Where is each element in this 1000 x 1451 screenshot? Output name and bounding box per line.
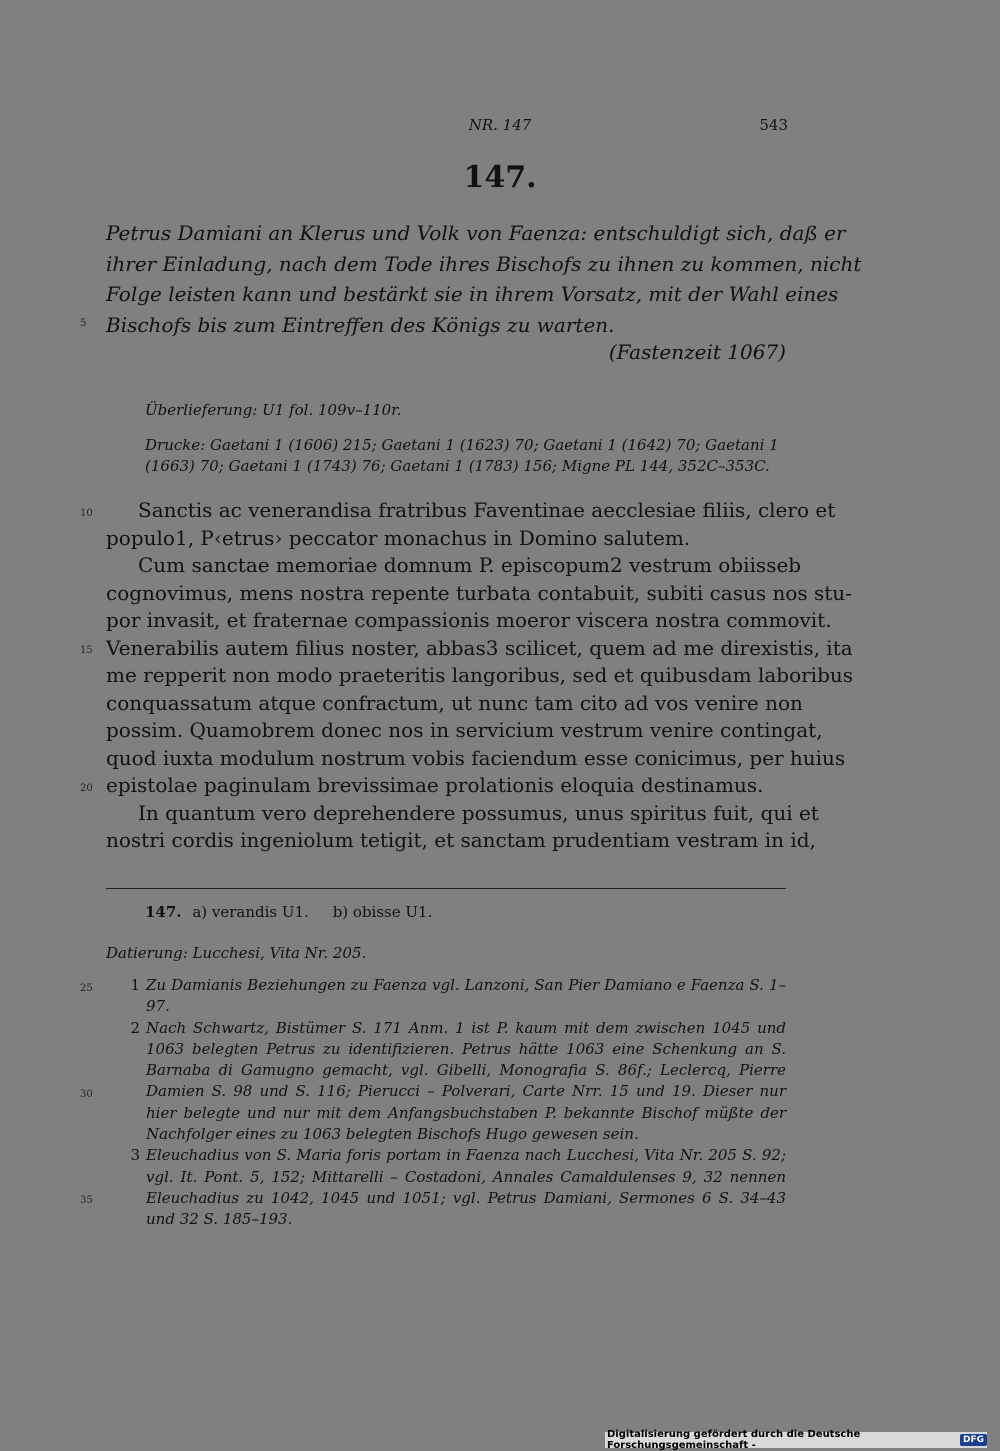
- footnote-text: Nach Schwartz, Bistümer S. 171 Anm. 1 ist P. kaum mit dem zwischen 1045 und 1063 belegten Petrus zu identifizieren. Petrus hätte 1063 eine Schenkung an S. Barnaba di Gamugno gemacht, vgl. Gibelli, Monografia S. 86f.; Leclercq, Pierre Damien S. 98 und S. 116; Pierucci – Polverari, Carte Nrr. 15 und 19. Dieser nur hier belegte und nur mit dem Anfangsbuchstaben P. bekannte Bischof müßte der Nachfolger eines zu 1063 belegten Bischofs Hugo gewesen sein.: [146, 1018, 786, 1144]
- line-number: 10: [80, 508, 93, 519]
- funding-footer: [605, 1429, 987, 1451]
- dfg-logo-icon: DFG: [960, 1434, 987, 1446]
- footnote-text: Zu Damianis Beziehungen zu Faenza vgl. Lanzoni, San Pier Damiano e Faenza S. 1–97.: [146, 976, 786, 1016]
- footnote: [106, 975, 786, 1018]
- dating: Datierung: Lucchesi, Vita Nr. 205.: [106, 944, 367, 962]
- running-header: NR. 147: [468, 116, 532, 134]
- body-line: Cum sanctae memoriae domnum P. episcopum2 vestrum obiisseb: [138, 553, 802, 577]
- footnote-number: 3: [130, 1146, 140, 1165]
- apparatus-b: b) obisse U1.: [332, 903, 433, 921]
- body-line: Venerabilis autem filius noster, abbas3 scilicet, quem ad me direxistis, ita: [106, 635, 853, 660]
- body-line: cognovimus, mens nostra repente turbata contabuit, subiti casus nos stu-: [106, 580, 852, 605]
- summary-line: Bischofs bis zum Eintreffen des Königs zu warten.: [106, 312, 615, 337]
- line-number: 20: [80, 783, 93, 794]
- body-line: quod iuxta modulum nostrum vobis faciendum esse conicimus, per huius: [106, 745, 846, 770]
- footer-text: Digitalisierung gefördert durch die Deutsche Forschungsgemeinschaft -: [607, 1429, 861, 1451]
- footnote-number: 2: [130, 1018, 140, 1037]
- apparatus-a: a) verandis U1.: [192, 903, 309, 921]
- letter-text: [106, 497, 854, 855]
- footnote-text: Eleuchadius von S. Maria foris portam in Faenza nach Lucchesi, Vita Nr. 205 S. 92; vgl. It. Pont. 5, 152; Mittarelli – Costadoni, Annales Camaldulenses 9, 32 nennen Eleuchadius zu 1042, 1045 und 1051; vgl. Petrus Damiani, Sermones 6 S. 34–43 und 32 S. 185–193.: [146, 1146, 786, 1229]
- date-note: (Fastenzeit 1067): [608, 340, 786, 364]
- document-number: 147.: [463, 160, 537, 195]
- summary-line: Petrus Damiani an Klerus und Volk von Faenza: entschuldigt sich, daß er: [106, 221, 846, 245]
- footnote: [106, 1018, 786, 1146]
- transmission-section: [145, 400, 785, 491]
- body-line: Sanctis ac venerandisa fratribus Faventinae aecclesiae filiis, clero et: [138, 498, 836, 522]
- prints: Drucke: Gaetani 1 (1606) 215; Gaetani 1 (1623) 70; Gaetani 1 (1642) 70; Gaetani 1 (1663) 70; Gaetani 1 (1743) 76; Gaetani 1 (1783) 156; Migne PL 144, 352C–353C.: [145, 436, 779, 475]
- summary-line: Folge leisten kann und bestärkt sie in ihrem Vorsatz, mit der Wahl eines: [106, 282, 839, 306]
- footnote: [106, 1145, 786, 1230]
- footnote-rule: [106, 888, 786, 889]
- page-number: 543: [759, 116, 788, 134]
- critical-apparatus: [145, 903, 432, 921]
- body-line: me repperit non modo praeteritis langoribus, sed et quibusdam laboribus: [106, 663, 854, 687]
- body-line: por invasit, et fraternae compassionis moeror viscera nostra commovit.: [106, 608, 832, 632]
- transmission: Überlieferung: U1 fol. 109v–110r.: [145, 401, 402, 419]
- line-number: 15: [80, 645, 93, 656]
- line-number: 25: [80, 983, 93, 994]
- body-line: conquassatum atque confractum, ut nunc tam cito ad vos venire non: [106, 690, 803, 715]
- regest-summary: [106, 218, 862, 340]
- footnote-number: 1: [130, 976, 140, 994]
- footnotes: [106, 975, 786, 1231]
- body-line: possim. Quamobrem donec nos in servicium vestrum venire contingat,: [106, 718, 823, 742]
- line-number: 30: [80, 1089, 93, 1100]
- body-line: populo1, P‹etrus› peccator monachus in Domino salutem.: [106, 525, 691, 550]
- summary-line: ihrer Einladung, nach dem Tode ihres Bischofs zu ihnen zu kommen, nicht: [106, 251, 862, 276]
- apparatus-number: 147.: [145, 903, 182, 921]
- line-number: 35: [80, 1195, 93, 1206]
- line-number: 5: [80, 318, 87, 329]
- body-line: epistolae paginulam brevissimae prolationis eloquia destinamus.: [106, 773, 764, 797]
- body-line: In quantum vero deprehendere possumus, unus spiritus fuit, qui et: [138, 800, 819, 825]
- body-line: nostri cordis ingeniolum tetigit, et sanctam prudentiam vestram in id,: [106, 828, 816, 852]
